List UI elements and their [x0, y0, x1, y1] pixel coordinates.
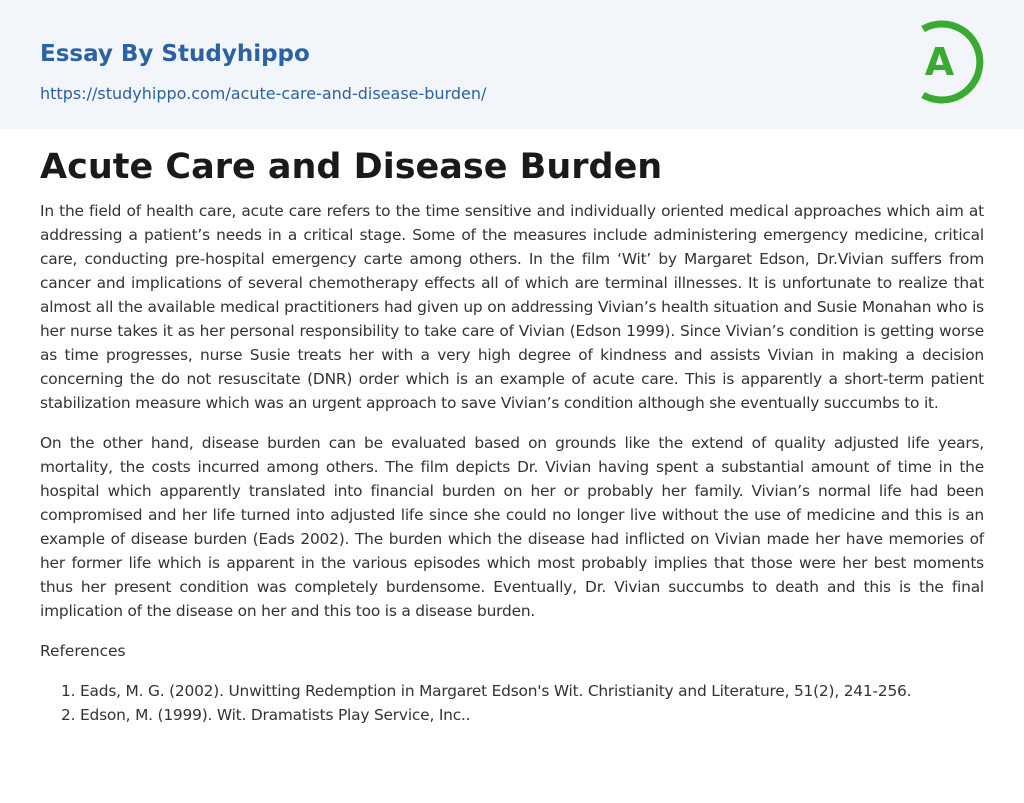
- essay-paragraph: On the other hand, disease burden can be evaluated based on grounds like the extend of quality adjusted life years, mortality, the costs incurred among others. The film depicts Dr. Vivian having spent a substantial amount of time in the hospital which apparently translated into financial burden on her or probably her family. Vivian’s normal life had been compromised and her life turned into adjusted life since she could no longer live without the use of medicine and this is an example of disease burden (Eads 2002). The burden which the disease had inflicted on Vivian made her have memories of her former life which is apparent in the various episodes which most probably implies that those were her best moments thus her present condition was completely burdensome. Eventually, Dr. Vivian succumbs to death and this is the final implication of the disease on her and this too is a disease burden.: [40, 434, 984, 620]
- page-url-link[interactable]: https://studyhippo.com/acute-care-and-disease-burden/: [40, 84, 487, 103]
- logo-letter: A: [924, 40, 955, 84]
- reference-item: 1. Eads, M. G. (2002). Unwitting Redemption in Margaret Edson's Wit. Christianity and Literature, 51(2), 241-256.: [80, 679, 984, 703]
- references-list: [40, 679, 984, 727]
- references-heading: References: [40, 642, 126, 660]
- page-title: Acute Care and Disease Burden: [40, 147, 663, 187]
- brand-title[interactable]: Essay By Studyhippo: [40, 41, 310, 67]
- site-header: [0, 0, 1024, 129]
- reference-item: 2. Edson, M. (1999). Wit. Dramatists Play Service, Inc..: [80, 703, 984, 727]
- essay-content: [40, 142, 984, 727]
- logo[interactable]: [911, 18, 987, 106]
- essay-paragraph: In the field of health care, acute care refers to the time sensitive and individually oriented medical approaches which aim at addressing a patient’s needs in a critical stage. Some of the measures include administering emergency medicine, critical care, conducting pre-hospital emergency carte among others. In the film ‘Wit’ by Margaret Edson, Dr.Vivian suffers from cancer and implications of several chemotherapy effects all of which are terminal illnesses. It is unfortunate to realize that almost all the available medical practitioners had given up on addressing Vivian’s health situation and Susie Monahan who is her nurse takes it as her personal responsibility to take care of Vivian (Edson 1999). Since Vivian’s condition is getting worse as time progresses, nurse Susie treats her with a very high degree of kindness and assists Vivian in making a decision concerning the do not resuscitate (DNR) order which is an example of acute care. This is apparently a short-term patient stabilization measure which was an urgent approach to save Vivian’s condition although she eventually succumbs to it.: [40, 202, 984, 412]
